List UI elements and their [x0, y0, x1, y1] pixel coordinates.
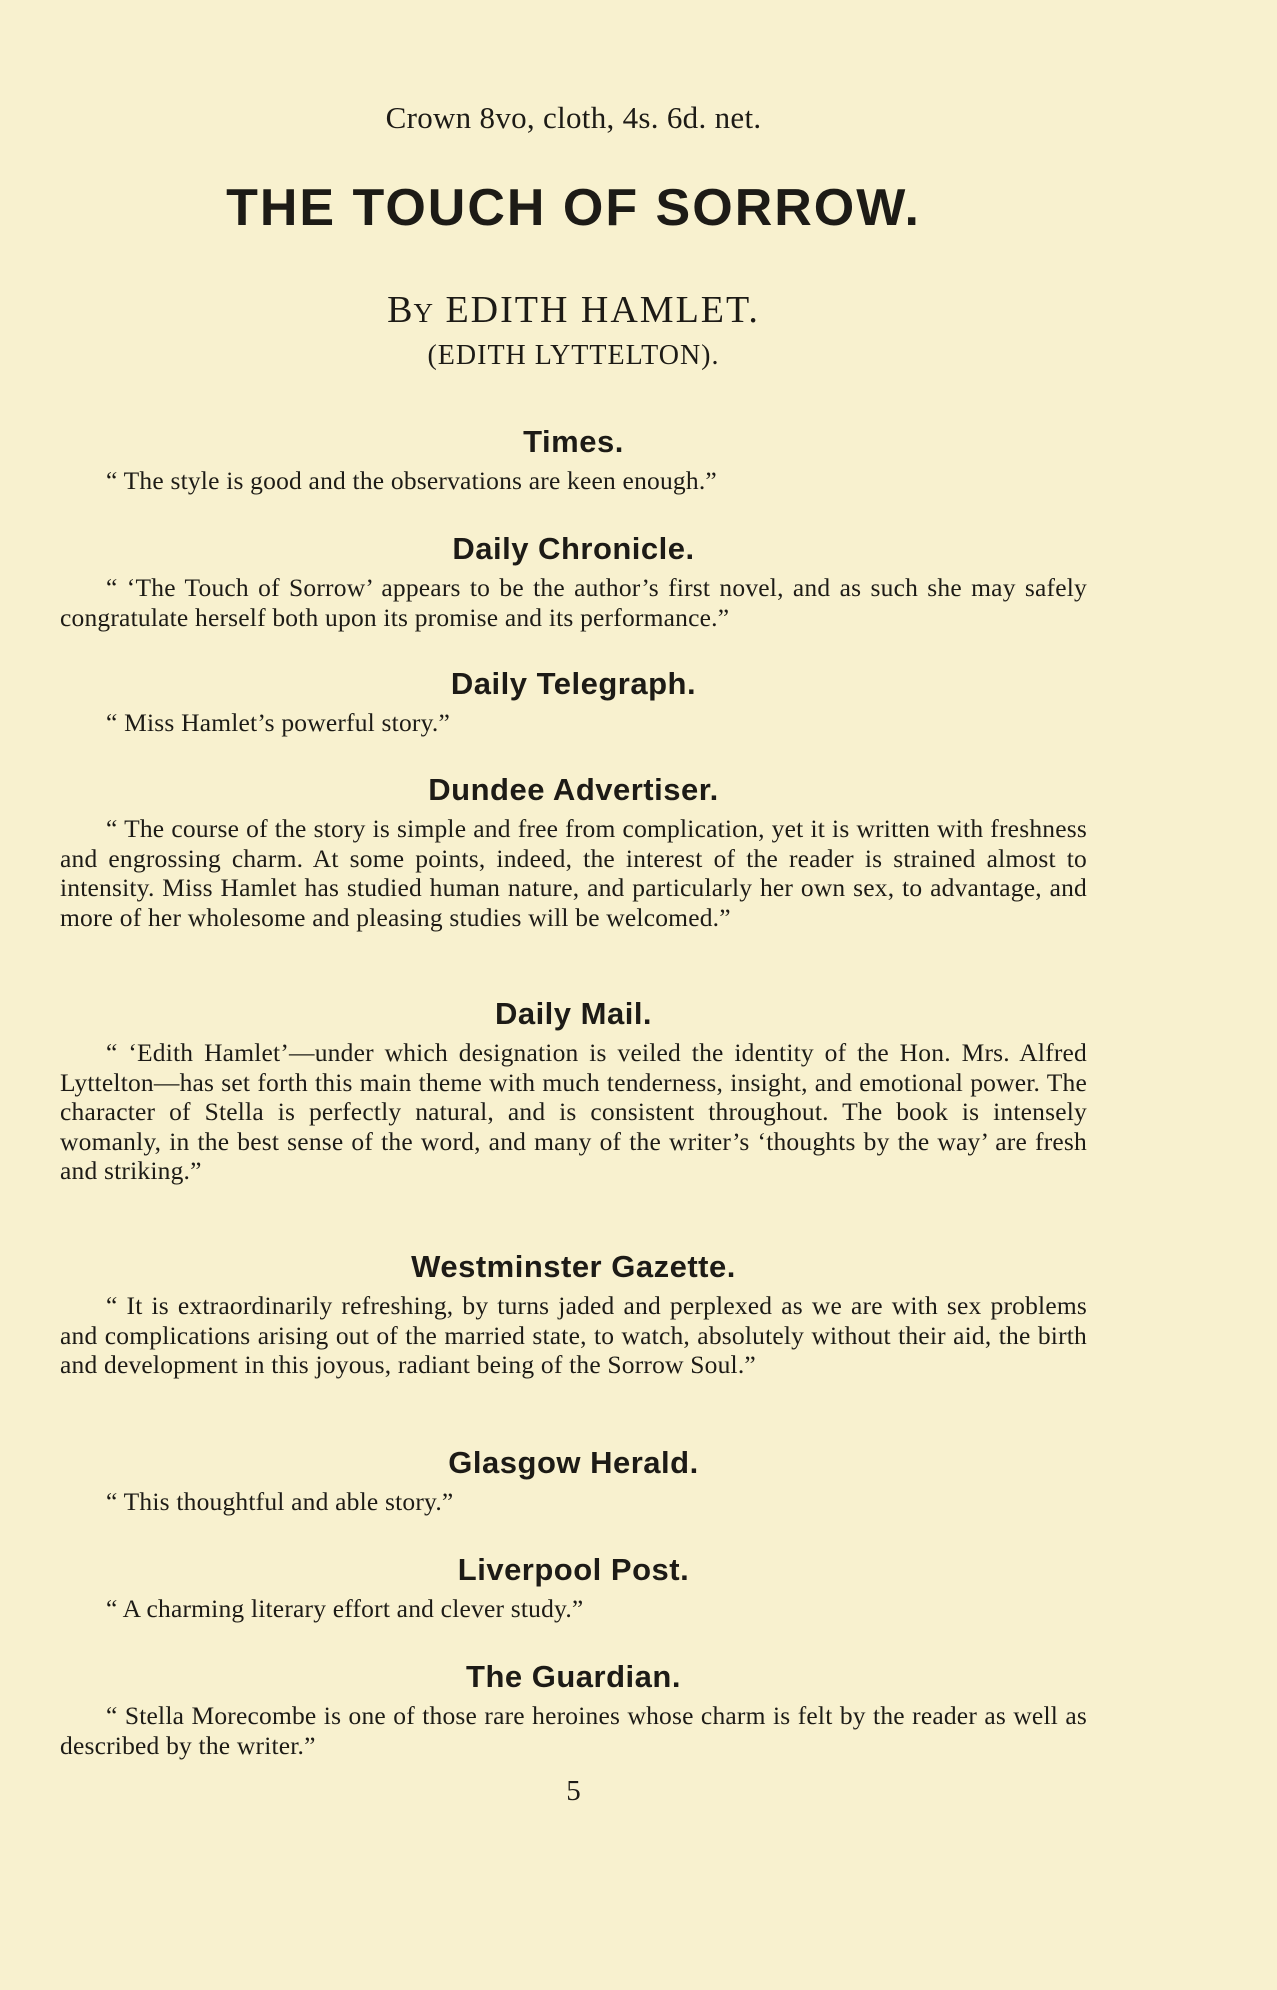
review-source: Liverpool Post.: [457, 1552, 690, 1587]
review-quote: “ A charming literary effort and clever study.”: [106, 1594, 584, 1623]
review-source: Daily Chronicle.: [452, 531, 695, 566]
review-source: Glasgow Herald.: [448, 1445, 699, 1480]
review-daily-mail: [60, 994, 1087, 1186]
review-source: Times.: [523, 424, 624, 459]
review-daily-chronicle: [60, 529, 1087, 632]
review-source: Daily Mail.: [494, 996, 653, 1031]
review-quote: “ Miss Hamlet’s powerful story.”: [106, 708, 450, 737]
review-the-guardian: [60, 1657, 1087, 1760]
review-dundee-advertiser: [60, 770, 1087, 932]
review-daily-telegraph: [60, 664, 1087, 738]
review-quote: “ The course of the story is simple and free from complication, yet it is written with freshness and engrossing charm. At some points, indeed, the interest of the reader is strained almost to intensity. Miss Hamlet has studied human nature, and particularly her own sex, to advantage, and more of her wholesome and pleasing studies will be welcomed.”: [60, 814, 1087, 932]
author-byline: [60, 288, 1087, 332]
review-source: The Guardian.: [466, 1659, 681, 1694]
review-liverpool-post: [60, 1550, 1087, 1624]
review-source: Westminster Gazette.: [411, 1249, 736, 1284]
review-quote: “ ‘The Touch of Sorrow’ appears to be the author’s first novel, and as such she may safely congratulate herself both upon its promise and its performance.”: [60, 573, 1087, 632]
review-quote: “ ‘Edith Hamlet’—under which designation is veiled the identity of the Hon. Mrs. Alfred Lyttelton—has set forth this main theme with much tenderness, insight, and emotional power. The character of Stella is perfectly natural, and is consistent throughout. The book is intensely womanly, in the best sense of the word, and many of the writer’s ‘thoughts by the way’ are fresh and striking.”: [60, 1038, 1087, 1185]
author-name: EDITH HAMLET.: [445, 289, 760, 331]
review-westminster-gazette: [60, 1247, 1087, 1380]
review-source: Daily Telegraph.: [450, 666, 697, 701]
by-word: By: [387, 289, 434, 331]
review-glasgow-herald: [60, 1443, 1087, 1517]
review-quote: “ Stella Morecombe is one of those rare heroines whose charm is felt by the reader as well as described by the writer.”: [60, 1701, 1087, 1760]
price-line: Crown 8vo, cloth, 4s. 6d. net.: [385, 100, 762, 135]
author-real-name: (EDITH LYTTELTON).: [427, 340, 720, 371]
review-quote: “ The style is good and the observations are keen enough.”: [106, 466, 717, 495]
page-number: 5: [566, 1775, 581, 1807]
review-source: Dundee Advertiser.: [428, 772, 719, 807]
review-quote: “ It is extraordinarily refreshing, by turns jaded and perplexed as we are with sex problems and complications arising out of the married state, to watch, absolutely without their aid, the birth and development in this joyous, radiant being of the Sorrow Soul.”: [60, 1291, 1087, 1379]
review-times: [60, 422, 1087, 496]
book-advertisement-page: [60, 0, 1087, 1990]
book-title: THE TOUCH OF SORROW.: [226, 179, 921, 237]
review-quote: “ This thoughtful and able story.”: [106, 1487, 454, 1516]
